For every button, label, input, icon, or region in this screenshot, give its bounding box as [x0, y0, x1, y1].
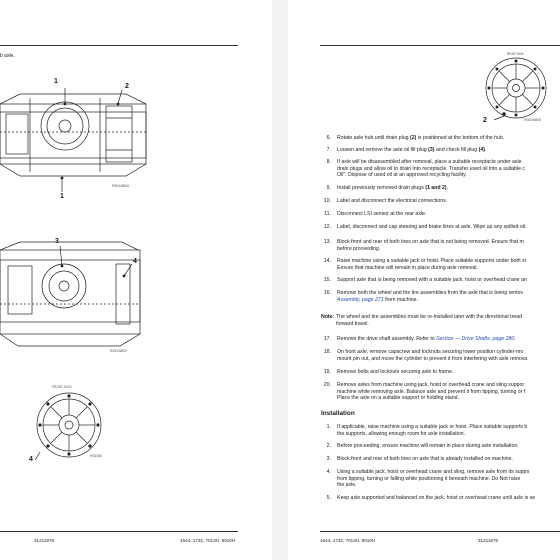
- step-number: 4.: [326, 469, 331, 475]
- callout-3: 3: [55, 238, 59, 245]
- note: [321, 314, 522, 327]
- step-text: [337, 211, 560, 218]
- step-text: [337, 198, 560, 205]
- step-text-line: Loosen and remove the axle oil fill plug (3) and check fill plug (4).: [337, 147, 487, 153]
- step-text-line: Oil". Dispose of used oil at an approved recycling facility.: [337, 172, 467, 179]
- step-number: 2.: [326, 443, 331, 449]
- footer-models: 1644, 1732, 7013H, 8010H: [320, 538, 376, 543]
- step-number: 17.: [323, 336, 331, 342]
- step-text-line: from tipping, turning or falling while positioning it beneath machine. Do Not raise: [337, 475, 521, 482]
- step-text-line: the supports, allowing enough room for axle installation.: [337, 430, 466, 437]
- step-text: [337, 224, 560, 231]
- step-text-line: Ensure that machine will remain in place during axle removal.: [337, 264, 478, 271]
- step-text: [337, 369, 560, 376]
- step-text: [337, 159, 560, 179]
- left-page: [0, 0, 272, 560]
- step-number: 14.: [323, 258, 331, 264]
- step-number: 11.: [324, 211, 331, 217]
- step-number: 20.: [323, 382, 331, 388]
- installation-heading: Installation: [321, 410, 355, 417]
- figure-2-code: RS6346809: [110, 349, 127, 353]
- step-text: [337, 135, 560, 142]
- header-rule: [0, 45, 238, 46]
- step-text: [337, 469, 560, 489]
- intro-fragment: b axle.: [0, 53, 15, 59]
- note-label: Note:: [321, 314, 335, 320]
- step-text-line: Install previously removed drain plugs (1 and 2).: [337, 185, 449, 191]
- step-text-line: Disconnect LSI sensor at the rear axle.: [337, 211, 427, 217]
- step-text-line: Place the axle on a suitable support or holding stand.: [337, 395, 459, 402]
- step-text-line: Remove the drive shaft assembly. Refer to Section — Drive Shafts, page 280.: [337, 336, 516, 342]
- step-text: [337, 258, 560, 271]
- step-text-line: Remove axles from machine using jack, hoist or overhead crane and sling suppor: [337, 382, 525, 388]
- step-text-line: the axle.: [337, 482, 357, 489]
- step-number: 15.: [323, 277, 331, 283]
- callout-4-hub: 4: [29, 456, 33, 463]
- step-number: 10.: [323, 198, 331, 204]
- step-number: 13.: [323, 239, 331, 245]
- right-page: [288, 0, 560, 560]
- step-text-line: If applicable, raise machine using a suitable jack or hoist. Place suitable supports b: [337, 424, 528, 430]
- step-text-line: Remove both the wheel and the tire assemblies from the axle that is being remov: [337, 290, 523, 296]
- step-number: 16.: [323, 290, 331, 296]
- step-number: 9.: [326, 185, 331, 191]
- step-text-line: before proceeding.: [337, 245, 381, 252]
- axle-figure-2: [0, 236, 150, 354]
- step-number: 7.: [326, 147, 331, 153]
- step-text: [337, 336, 560, 343]
- step-text: [337, 443, 560, 450]
- step-text-line: Raise machine using a suitable jack or hoist. Place suitable supports under both si: [337, 258, 526, 264]
- callout-2-rear: 2: [483, 117, 487, 124]
- figure-3-code: RS6346: [90, 454, 102, 458]
- step-text: [337, 495, 560, 502]
- step-text-line: Block front and rear of both tires on axle that is already installed on machine.: [337, 456, 513, 462]
- step-text-line: drain plugs and allow oil to drain into receptacle. Transfer used oil into a suitable c: [337, 165, 526, 172]
- step-text-line: On front axle, remove capscrew and locknuts securing lower position cylinder-mo: [337, 349, 524, 355]
- rear-hub-code: RS6346808: [524, 118, 541, 122]
- step-text: [337, 290, 560, 303]
- step-text: [337, 185, 560, 192]
- step-number: 19.: [323, 369, 331, 375]
- footer-rule: [0, 531, 238, 532]
- step-text-line: Keep axle supported and balanced on the jack, hoist or overhead crane until axle is se: [337, 495, 536, 501]
- step-number: 6.: [326, 135, 331, 141]
- header-rule: [320, 45, 560, 46]
- step-text: [337, 456, 560, 463]
- step-text-line: Label, disconnect and cap steering and brake lines at axle. Wipe up any spilled oil.: [337, 224, 527, 230]
- step-text-line: Rotate axle hub until drain plug (2) is positioned at the bottom of the hub.: [337, 135, 505, 141]
- rear-hub-figure: [484, 56, 548, 120]
- step-text-line: If axle will be disassembled after removal, place a suitable receptacle under axle: [337, 159, 522, 165]
- footer-doc-number: 31211876: [34, 538, 55, 543]
- footer-rule: [320, 531, 560, 532]
- step-text-line: Block front and rear of both tires on axle that is not being removed. Ensure that m: [337, 239, 524, 245]
- figure-3-label: FRONT AXLE: [52, 385, 72, 389]
- step-number: 12.: [323, 224, 331, 230]
- step-text-line: Label and disconnect the electrical connections.: [337, 198, 448, 204]
- step-text-line: Support axle that is being removed with a suitable jack, hoist or overhead crane an: [337, 277, 527, 283]
- step-number: 8.: [326, 159, 331, 165]
- step-number: 18.: [323, 349, 331, 355]
- callout-1-bottom: 1: [60, 193, 64, 200]
- footer-models: 1644, 1732, 7013H, 8010H: [180, 538, 236, 543]
- step-text: [337, 239, 560, 252]
- rear-hub-label: REAR HUB: [507, 52, 524, 56]
- step-number: 5.: [326, 495, 331, 501]
- note-line-1: The wheel and tire assemblies must be re-installed later with the directional tread: [336, 314, 522, 320]
- step-text: [337, 349, 560, 362]
- step-number: 1.: [326, 424, 331, 430]
- step-number: 3.: [326, 456, 331, 462]
- figure-1-code: RS6346808: [112, 184, 129, 188]
- callout-1-top: 1: [54, 78, 58, 85]
- callout-2: 2: [125, 83, 129, 90]
- callout-4: 4: [133, 258, 137, 265]
- step-text: [337, 382, 560, 402]
- step-text-line: mount pin out, and move the cylinder to prevent it from interfering with axle remova: [337, 355, 528, 362]
- step-text: [337, 277, 560, 284]
- step-text: [337, 424, 560, 437]
- step-text-line: Assembly, page 271 from machine.: [337, 296, 418, 303]
- step-text-line: Using a suitable jack, hoist or overhead crane and sling, remove axle from its suppo: [337, 469, 530, 475]
- front-hub-figure: [34, 390, 104, 460]
- step-text-line: Remove bolts and locknuts securing axle to frame.: [337, 369, 454, 375]
- step-text-line: machine while removing axle. Balance axle and prevent it from tipping, turning or f: [337, 388, 526, 395]
- footer-doc-number: 31211876: [478, 538, 499, 543]
- step-text: [337, 147, 560, 154]
- note-line-2: forward travel.: [336, 320, 369, 327]
- step-text-line: Before proceeding, ensure machine will remain in place during axle installation.: [337, 443, 519, 449]
